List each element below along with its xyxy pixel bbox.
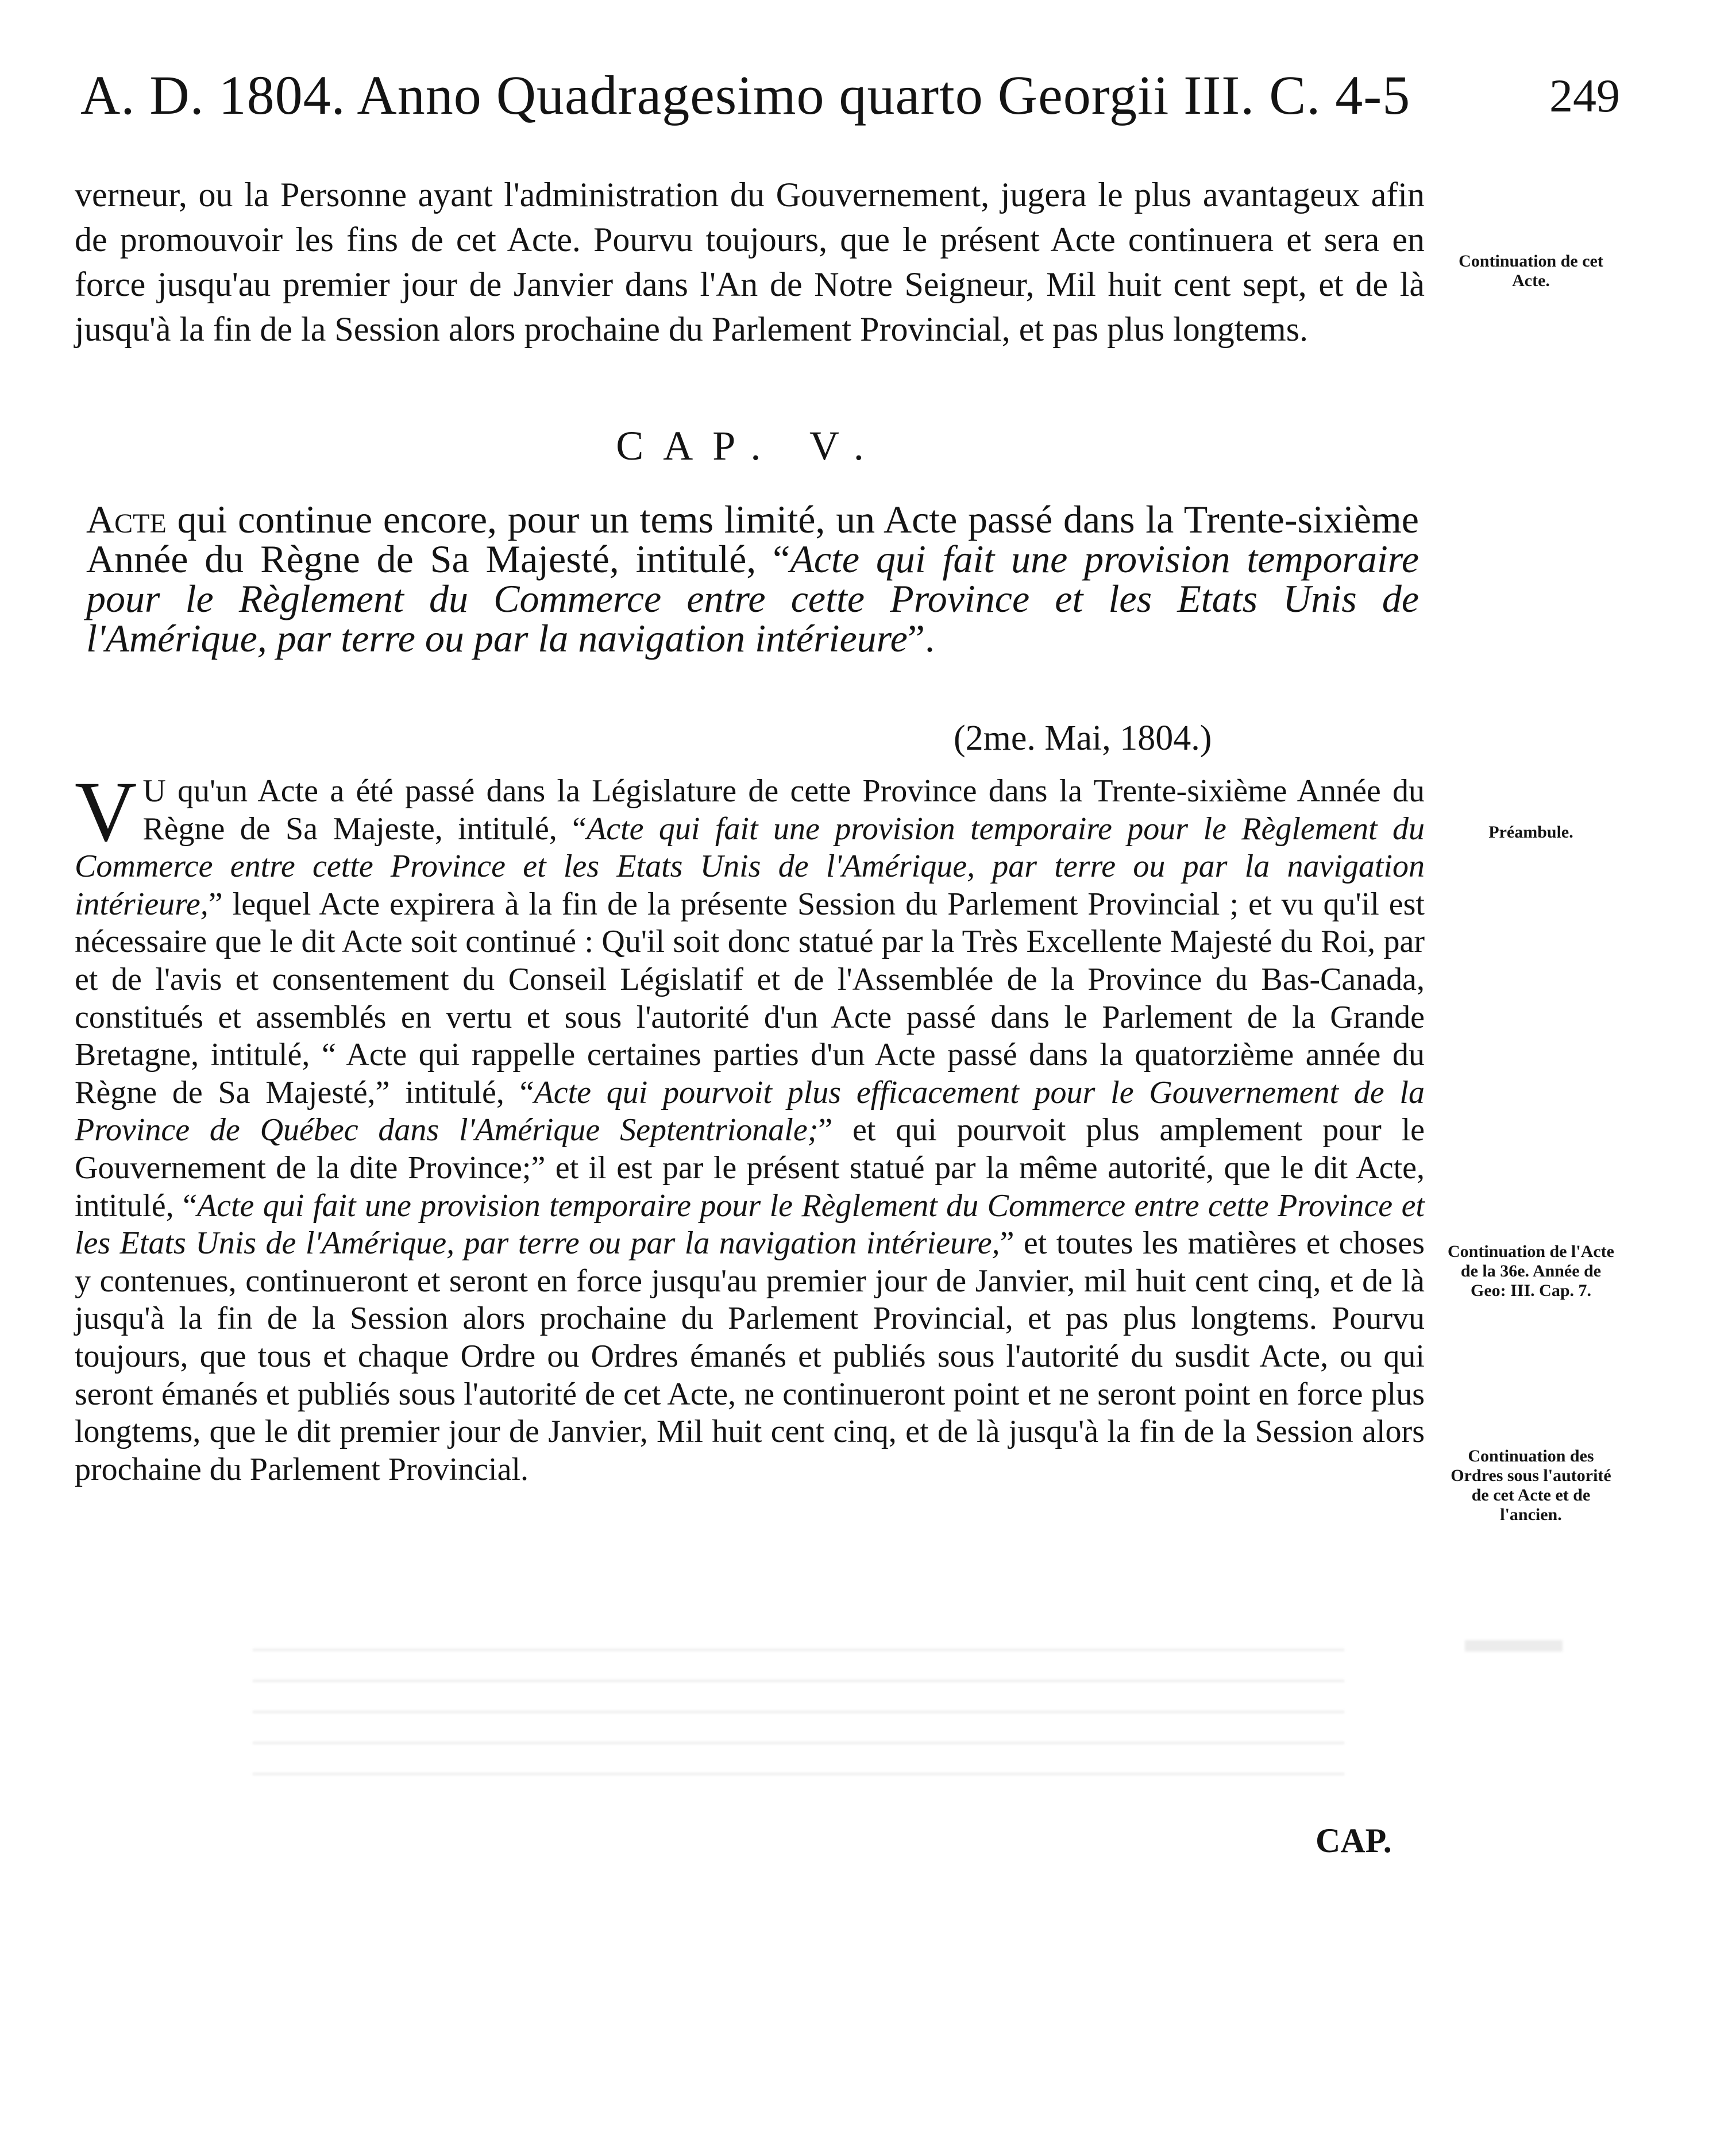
act-title-lead: Acte <box>86 497 167 541</box>
margin-note-preamble: Préambule. <box>1488 823 1573 842</box>
continuation-paragraph: verneur, ou la Personne ayant l'administration du Gouvernement, jugera le plus avantageux afin de promouvoir les fins de cet Acte. Pourvu toujours, que le présent Acte continuera et sera en force jusqu'au premier jour de Janvier dans l'An de Notre Seigneur, Mil huit cent sept, et de là jusqu'à la fin de la Session alors prochaine du Parlement Provincial, et pas plus longtems. <box>75 176 1425 348</box>
body-segment-3: ” lequel Acte expirera à la fin de la présente Session du Parlement Provincial ; et vu qu'il est nécessaire que le dit Acte soit continué : Qu'il soit donc statué par la Très Excellente Majesté du Roi, par et de l'avis et consentement du Conseil Législatif et de l'Assemblée de la Province du Bas-Canada, constitués et assemblés en vertu et sous l'autorité d'un Acte passé dans le Parlement de la Grande Bretagne, intitulé, “ Acte qui rappelle certaines parties d'un Acte passé dans la quatorzième année du Règne de Sa Majesté,” intitulé, “ <box>75 886 1425 1110</box>
catchword: CAP. <box>1316 1822 1392 1860</box>
act-title <box>86 497 1419 660</box>
body-segment-7: ” et toutes les matières et choses y contenues, continueront et seront en force jusqu'au premier jour de Janvier, mil huit cent cinq, et de là jusqu'à la fin de la Session alors prochaine du Parlement Provincial, et pas plus longtems. Pourvu toujours, que tous et chaque Ordre ou Ordres émanés et publiés sous l'autorité du susdit Acte, ou qui seront émanés et publiés sous l'autorité de cet Acte, ne continueront point et ne seront point en force plus longtems, que le dit premier jour de Janvier, Mil huit cent cinq, et de là jusqu'à la fin de la Session alors prochaine du Parlement Provincial. <box>75 1225 1425 1487</box>
body-segment-5: ” et qui pourvoit plus amplement pour le Gouvernement de la dite Province;” et il est par le présent statué par la même autorité, que le dit Acte, intitulé, “ <box>75 1112 1425 1224</box>
show-through-texture <box>253 1632 1344 1781</box>
chapter-heading: CAP. V. <box>616 423 884 469</box>
show-through-margin <box>1465 1640 1563 1652</box>
drop-cap: V <box>75 764 137 859</box>
act-date: (2me. Mai, 1804.) <box>954 719 1212 758</box>
act-title-italic: Acte qui fait une provision temporaire pour le Règlement du Commerce entre cette Province et les Etats Unis de l'Amérique, par terre ou par la navigation intérieure <box>86 537 1419 660</box>
body-segment-1: U qu'un Acte a été passé dans la Législature de cette Province dans la Trente-sixième Année du Règne de Sa Majeste, intitulé, “ <box>142 773 1425 847</box>
margin-note-continuation-36: Continuation de l'Acte de la 36e. Année de Geo: III. Cap. 7. <box>1447 1242 1614 1300</box>
act-title-text: qui continue encore, pour un tems limité, un Acte passé dans la Trente-sixième Année du Règne de Sa Majesté, intitulé, “ <box>86 497 1419 581</box>
body-segment-6: Acte qui fait une provision temporaire pour le Règlement du Commerce entre cette Province et les Etats Unis de l'Amérique, par terre ou par la navigation intérieure, <box>75 1187 1425 1262</box>
act-title-end: ”. <box>907 616 935 660</box>
act-body <box>75 764 1425 1488</box>
body-segment-4: Acte qui pourvoit plus efficacement pour le Gouvernement de la Province de Québec dans l'Amérique Septentrionale; <box>75 1074 1425 1148</box>
margin-note-orders: Continuation des Ordres sous l'autorité de cet Acte et de l'ancien. <box>1451 1447 1611 1524</box>
running-header <box>80 57 1620 144</box>
margin-note-continuation: Continuation de cet Acte. <box>1459 252 1603 290</box>
body-segment-2: Acte qui fait une provision temporaire pour le Règlement du Commerce entre cette Province et les Etats Unis de l'Amérique, par terre ou par la navigation intérieure, <box>75 811 1425 922</box>
page-number: 249 <box>1549 70 1620 122</box>
header-title: A. D. 1804. Anno Quadragesimo quarto Georgii III. C. 4-5 <box>80 64 1411 126</box>
